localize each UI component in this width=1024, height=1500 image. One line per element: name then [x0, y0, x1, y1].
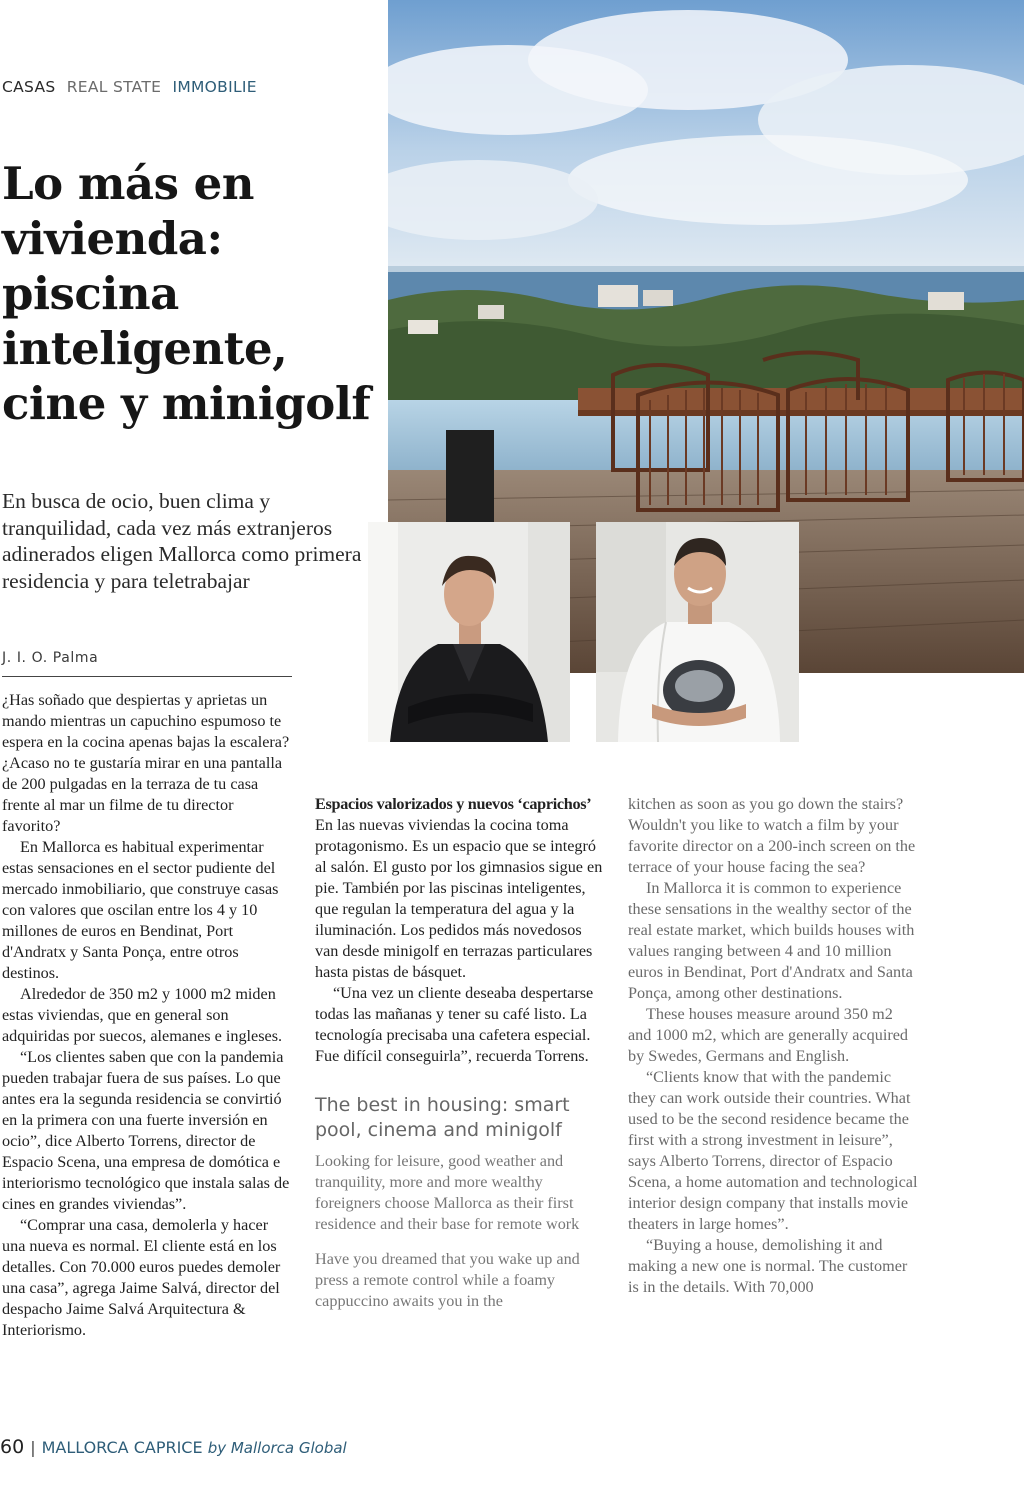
english-body-paragraph: Have you dreamed that you wake up and press a remote control while a foamy cappuccino awaits you in the: [315, 1250, 580, 1310]
body-paragraph: En las nuevas viviendas la cocina toma protagonismo. Es un espacio que se integró al salón. El gusto por los gimnasios sigue en pie. También por las piscinas inteligentes, que regulan la temperatura del agua y la iluminación. Los pedidos más novedosos van desde minigolf en terrazas particulares hasta pistas de básquet.: [315, 816, 603, 981]
article-subhead: En busca de ocio, buen clima y tranquilidad, cada vez más extranjeros adinerados eligen Mallorca como primera residencia y para teletrabajar: [2, 489, 362, 593]
section-tag-immobilie: IMMOBILIE: [172, 78, 257, 96]
english-body-paragraph: In Mallorca it is common to experience these sensations in the wealthy sector of the real estate market, which builds houses with values ranging between 4 and 10 million euros in Bendinat, Port d'Andratx and Santa Ponça, among other destinations.: [628, 879, 915, 1002]
body-paragraph: Alrededor de 350 m2 y 1000 m2 miden estas viviendas, que en general son adquiridas por suecos, alemanes e ingleses.: [2, 985, 283, 1045]
portrait-photo-1: [368, 522, 570, 742]
subsection-heading: Espacios valorizados y nuevos ‘caprichos’: [315, 795, 592, 813]
english-body-paragraph: kitchen as soon as you go down the stairs? Wouldn't you like to watch a film by your favorite director on a 200-inch screen on the terrace of your house facing the sea?: [628, 795, 916, 876]
english-body-paragraph: These houses measure around 350 m2 and 1000 m2, which are generally acquired by Swedes, Germans and English.: [628, 1005, 909, 1065]
publication-byline: by Mallorca Global: [207, 1439, 347, 1457]
byline-divider: [2, 676, 292, 677]
body-column-3-english: [628, 794, 920, 1298]
body-paragraph: “Comprar una casa, demolerla y hacer una nueva es normal. El cliente está en los detalles. Con 70.000 euros puedes demoler una casa”, agrega Jaime Salvá, director del despacho Jaime Salvá Arquitectura & Interiorismo.: [2, 1216, 281, 1339]
body-paragraph: ¿Has soñado que despiertas y aprietas un mando mientras un capuchino espumoso te espera en la cocina apenas bajas la escalera? ¿Acaso no te gustaría mirar en una pantalla de 200 pulgadas en la terraza de tu casa frente al mar un filme de tu director favorito?: [2, 691, 290, 835]
article-byline: J. I. O. Palma: [2, 650, 99, 666]
english-headline: The best in housing: smart pool, cinema and minigolf: [315, 1094, 570, 1141]
footer-separator: |: [30, 1438, 36, 1457]
english-subhead: Looking for leisure, good weather and tranquility, more and more wealthy foreigners choose Mallorca as their first residence and their base for remote work: [315, 1152, 580, 1233]
section-tag: [2, 78, 257, 96]
section-tag-casas: CASAS: [2, 78, 56, 96]
body-column-1: [2, 690, 293, 1341]
article-headline: Lo más en vivienda: piscina inteligente, cine y minigolf: [2, 157, 371, 430]
publication-name: MALLORCA CAPRICE: [41, 1438, 203, 1457]
portrait-photo-2: [596, 522, 799, 742]
page-number: 60: [0, 1436, 25, 1458]
page-footer: [0, 1436, 347, 1458]
english-body-paragraph: “Clients know that with the pandemic they can work outside their countries. What used to be the second residence became the first with a strong investment in leisure”, says Alberto Torrens, director of Espacio Scena, a home automation and technological interior design company that installs movie theaters in large homes”.: [628, 1068, 918, 1233]
body-column-2: [315, 794, 605, 1312]
section-tag-real-state: REAL STATE: [66, 78, 162, 96]
body-paragraph: “Una vez un cliente deseaba despertarse todas las mañanas y tener su café listo. La tecnología precisaba una cafetera especial. Fue difícil conseguirla”, recuerda Torrens.: [315, 984, 594, 1065]
body-paragraph: En Mallorca es habitual experimentar estas sensaciones en el sector pudiente del mercado inmobiliario, que construye casas con valores que oscilan entre los 4 y 10 millones de euros en Bendinat, Port d'Andratx y Santa Ponça, entre otros destinos.: [2, 838, 279, 982]
body-paragraph: “Los clientes saben que con la pandemia pueden trabajar fuera de sus países. Lo que antes era la segunda residencia se convirtió en la primera con una fuerte inversión en ocio”, dice Alberto Torrens, director de Espacio Scena, una empresa de domótica e interiorismo tecnológico que instala salas de cines en grandes viviendas”.: [2, 1048, 290, 1213]
english-body-paragraph: “Buying a house, demolishing it and making a new one is normal. The customer is in the details. With 70,000: [628, 1236, 908, 1296]
